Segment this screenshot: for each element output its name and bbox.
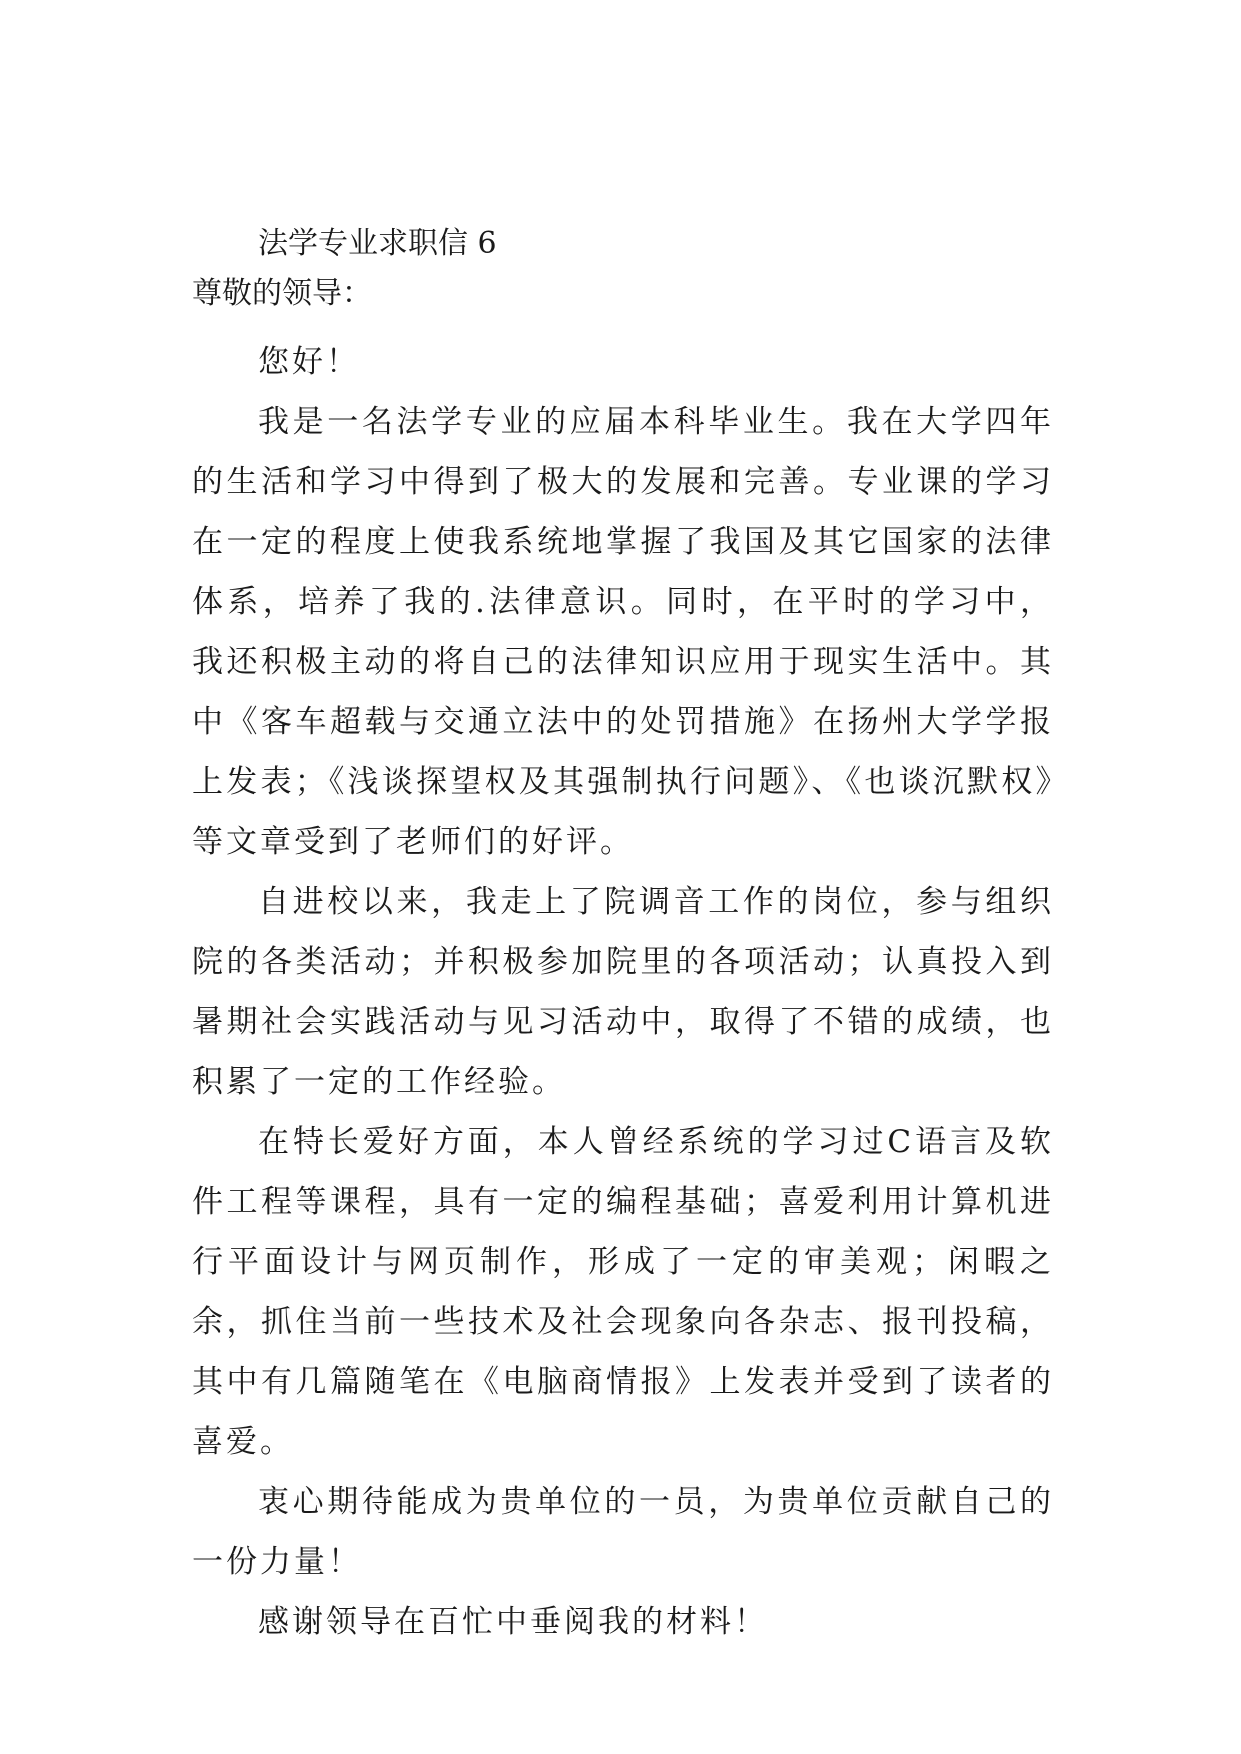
- paragraph-activities: 自进校以来，我走上了院调音工作的岗位，参与组织院的各类活动；并积极参加院里的各项活动；认真投入到暑期社会实践活动与见习活动中，取得了不错的成绩，也积累了一定的工作经验。: [192, 884, 1054, 1100]
- document-title: 法学专业求职信 6: [258, 226, 497, 261]
- salutation: 尊敬的领导：: [192, 276, 372, 311]
- paragraph-skills: 在特长爱好方面，本人曾经系统的学习过C语言及软件工程等课程，具有一定的编程基础；喜爱利用计算机进行平面设计与网页制作，形成了一定的审美观；闲暇之余，抓住当前一些技术及社会现象向各杂志、报刊投稿，其中有几篇随笔在《电脑商情报》上发表并受到了读者的喜爱。: [192, 1124, 1054, 1460]
- document-page: [192, 222, 1054, 1652]
- paragraph-introduction: 我是一名法学专业的应届本科毕业生。我在大学四年的生活和学习中得到了极大的发展和完善。专业课的学习在一定的程度上使我系统地掌握了我国及其它国家的法律体系，培养了我的.法律意识。同时，在平时的学习中，我还积极主动的将自己的法律知识应用于现实生活中。其中《客车超载与交通立法中的处罚措施》在扬州大学学报上发表；《浅谈探望权及其强制执行问题》、《也谈沉默权》等文章受到了老师们的好评。: [192, 404, 1054, 860]
- paragraph-greeting: 您好！: [258, 344, 360, 380]
- paragraph-thanks: 感谢领导在百忙中垂阅我的材料！: [258, 1604, 768, 1640]
- paragraph-aspiration: 衷心期待能成为贵单位的一员，为贵单位贡献自己的一份力量！: [192, 1484, 1054, 1580]
